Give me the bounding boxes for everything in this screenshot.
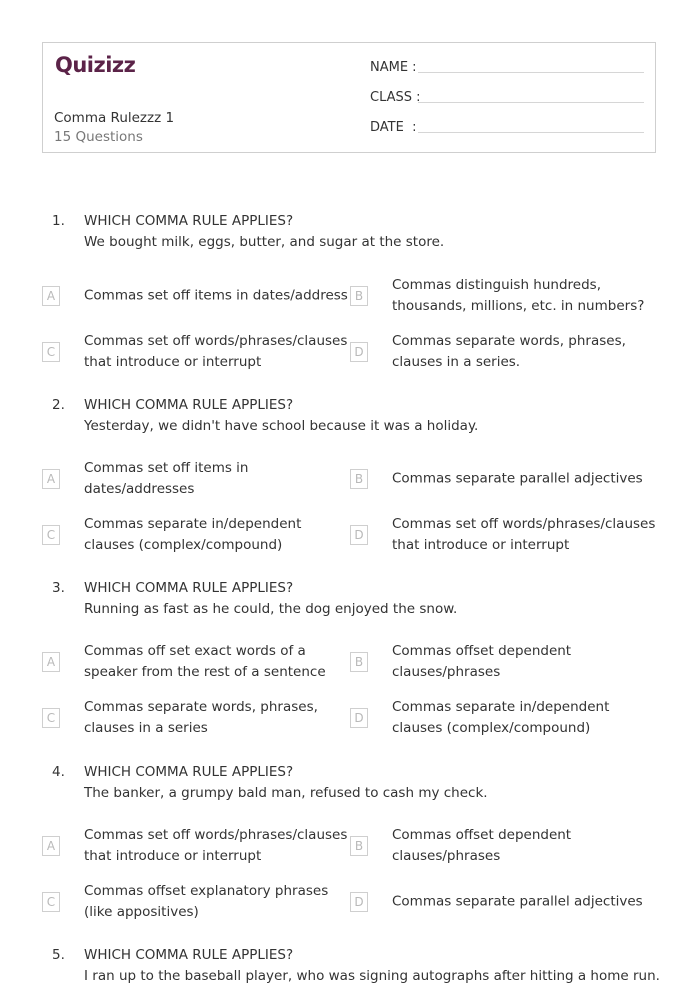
option-letter: B [350,652,368,672]
option-text: Commas off set exact words of a speaker from the rest of a sentence [84,643,326,680]
option-text: Commas separate in/dependent clauses (complex/compound) [84,516,302,553]
option-letter: C [42,342,60,362]
option-c[interactable] [42,330,348,374]
option-text: Commas offset explanatory phrases (like appositives) [84,883,329,920]
option-letter: A [42,836,60,856]
option-b[interactable] [350,457,650,501]
worksheet-header [42,42,656,153]
option-letter: B [350,469,368,489]
option-b[interactable] [350,274,650,318]
question-number: 4. [52,764,65,780]
option-letter: A [42,286,60,306]
class-field[interactable] [370,90,421,105]
question-text: We bought milk, eggs, butter, and sugar at the store. [84,234,445,250]
question-text: Running as fast as he could, the dog enjoyed the snow. [84,601,458,617]
option-letter: A [42,469,60,489]
option-letter: A [42,652,60,672]
question-prompt: WHICH COMMA RULE APPLIES? [84,397,294,413]
question-count: 15 Questions [54,129,143,145]
question-prompt: WHICH COMMA RULE APPLIES? [84,580,294,596]
date-field[interactable] [370,120,416,135]
question-number: 5. [52,947,65,963]
option-b[interactable] [350,640,650,684]
question-text: Yesterday, we didn't have school because it was a holiday. [84,418,479,434]
question-prompt: WHICH COMMA RULE APPLIES? [84,213,294,229]
option-letter: B [350,836,368,856]
name-line [418,72,644,73]
option-text: Commas set off words/phrases/clauses that introduce or interrupt [392,516,656,553]
option-d[interactable] [350,696,650,740]
question-text: The banker, a grumpy bald man, refused to cash my check. [84,785,488,801]
option-d[interactable] [350,330,650,374]
option-text: Commas separate parallel adjectives [392,893,643,910]
option-text: Commas set off words/phrases/clauses that introduce or interrupt [84,333,348,370]
option-text: Commas offset dependent clauses/phrases [392,643,572,680]
option-letter: D [350,892,368,912]
option-text: Commas separate in/dependent clauses (complex/compound) [392,699,610,736]
option-letter: D [350,708,368,728]
date-label: DATE : [370,120,417,135]
option-c[interactable] [42,513,342,557]
option-a[interactable] [42,457,342,501]
quizizz-logo: Quizizz [55,53,136,77]
option-letter: C [42,708,60,728]
option-text: Commas set off words/phrases/clauses that introduce or interrupt [84,827,348,864]
option-d[interactable] [350,513,656,557]
option-text: Commas separate parallel adjectives [392,470,643,487]
option-letter: C [42,892,60,912]
option-text: Commas set off items in dates/address [84,287,348,304]
option-letter: D [350,525,368,545]
question-number: 3. [52,580,65,596]
class-label: CLASS : [370,90,421,105]
option-text: Commas distinguish hundreds, thousands, millions, etc. in numbers? [392,277,645,314]
option-text: Commas separate words, phrases, clauses in a series [84,699,318,736]
question-text: I ran up to the baseball player, who was signing autographs after hitting a home run. [84,968,660,984]
option-letter: B [350,286,368,306]
option-letter: C [42,525,60,545]
option-letter: D [350,342,368,362]
question-number: 2. [52,397,65,413]
option-d[interactable] [350,880,650,924]
name-field[interactable] [370,60,417,75]
option-c[interactable] [42,880,342,924]
question-prompt: WHICH COMMA RULE APPLIES? [84,947,294,963]
option-text: Commas separate words, phrases, clauses in a series. [392,333,626,370]
class-line [418,102,644,103]
option-a[interactable] [42,274,348,318]
option-c[interactable] [42,696,342,740]
option-text: Commas set off items in dates/addresses [84,460,249,497]
name-label: NAME : [370,60,417,75]
worksheet-title: Comma Rulezzz 1 [54,110,175,126]
option-b[interactable] [350,824,650,868]
option-text: Commas offset dependent clauses/phrases [392,827,572,864]
question-prompt: WHICH COMMA RULE APPLIES? [84,764,294,780]
option-a[interactable] [42,824,348,868]
date-line [418,132,644,133]
question-number: 1. [52,213,65,229]
option-a[interactable] [42,640,342,684]
